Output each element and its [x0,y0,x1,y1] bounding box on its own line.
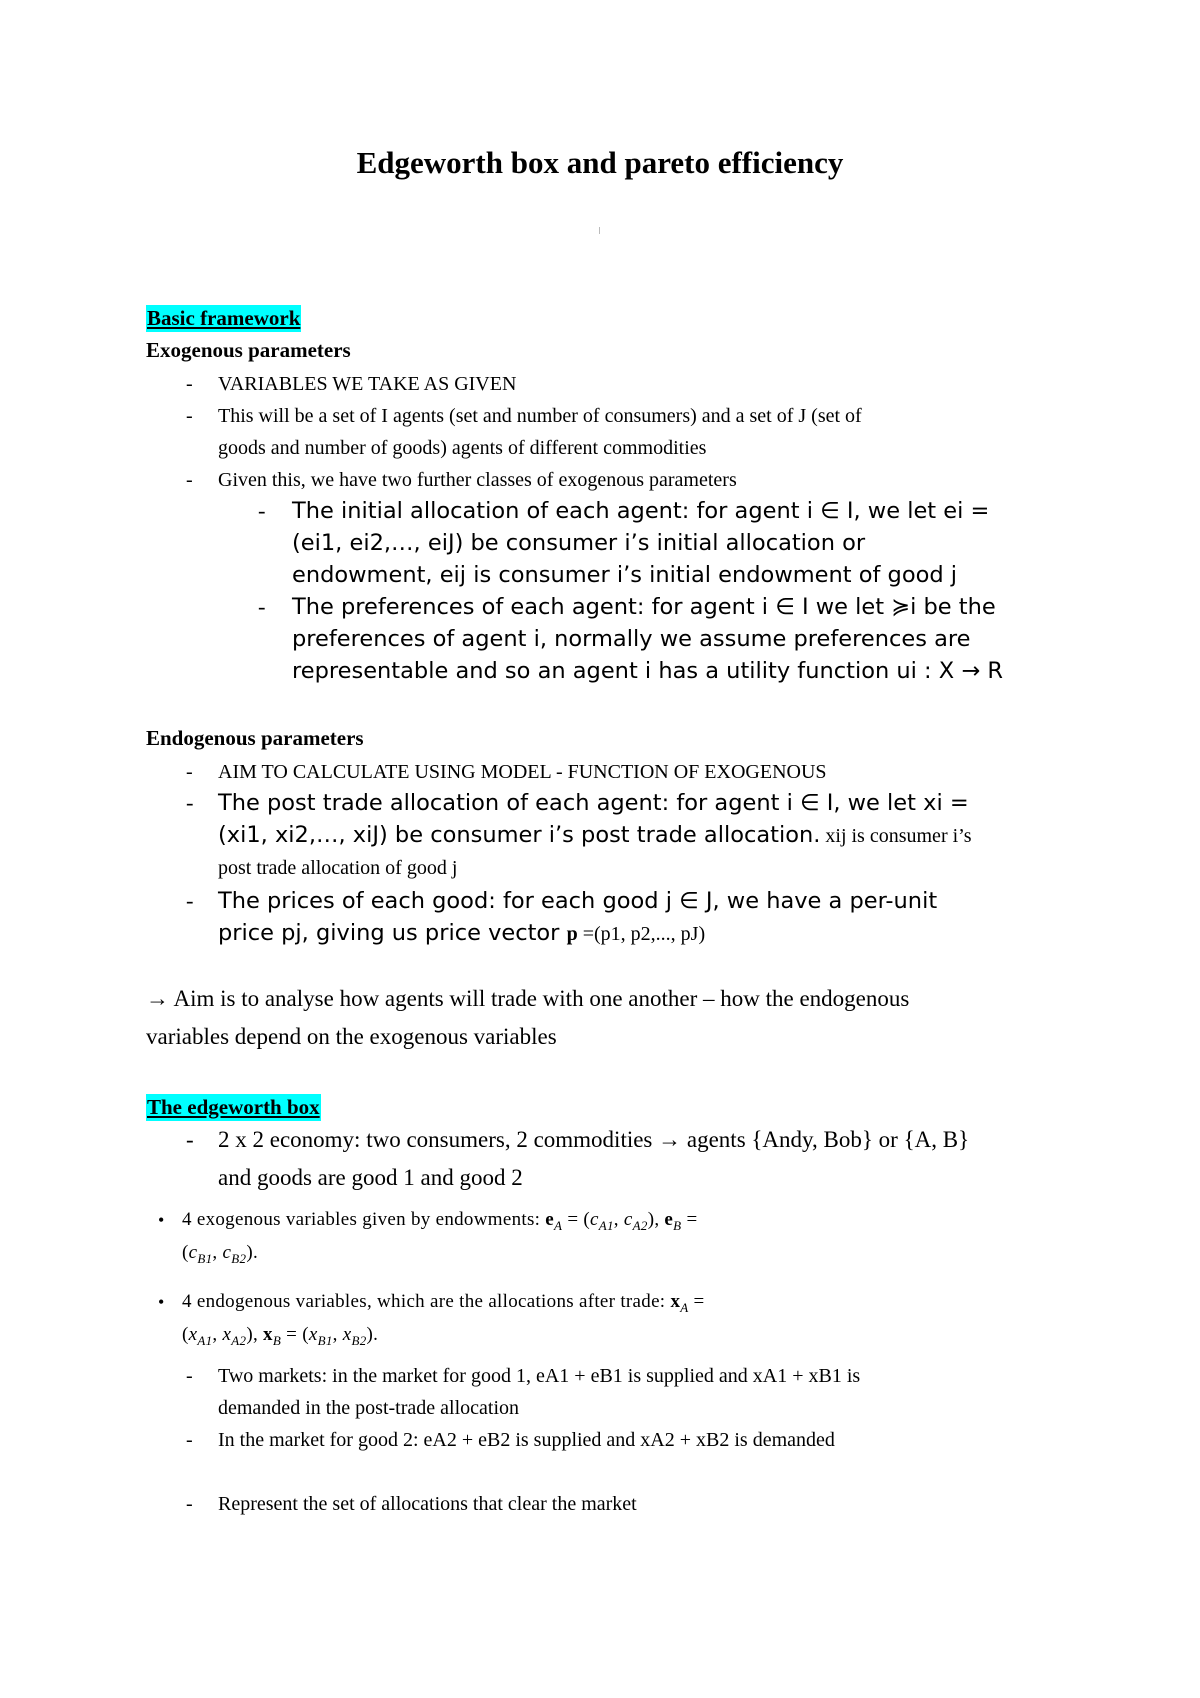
math-subscript: B2 [351,1332,367,1348]
math-symbol: x [308,1324,318,1345]
sub-list-item: The initial allocation of each agent: for agent i ∈ I, we let ei = [292,498,990,524]
list-item-text-small: =(p1, p2,..., pJ) [577,923,706,945]
math-symbol: x [342,1324,352,1345]
list-item-continuation: and goods are good 1 and good 2 [218,1165,523,1190]
math-symbol: c [222,1242,232,1263]
bullet-point: • [158,1292,165,1312]
exogenous-heading: Exogenous parameters [146,338,351,362]
math-text: = [681,1209,698,1230]
math-text: = ( [281,1324,309,1345]
math-text: ), [246,1324,264,1345]
list-item-continuation: demanded in the post-trade allocation [218,1397,520,1419]
bullet-point: • [158,1210,165,1230]
math-symbol: e [664,1209,674,1230]
math-subscript: A1 [598,1217,614,1233]
list-item-text-large: price pj, giving us price vector [218,920,567,946]
section-heading-basic-framework: Basic framework [147,306,301,330]
page-marker [599,227,600,234]
math-subscript: B2 [231,1250,247,1266]
sub-list-item-continuation: representable and so an agent i has a utility function ui : X → R [292,658,1003,684]
list-dash: - [186,790,194,815]
list-item: Given this, we have two further classes of exogenous parameters [218,469,737,491]
list-dash: - [186,405,193,427]
page-title: Edgeworth box and pareto efficiency [356,145,844,180]
list-item-text-small: xij is consumer i’s [820,825,972,847]
list-item: The prices of each good: for each good j ∈ J, we have a per-unit [218,888,938,914]
sub-list-item: The preferences of each agent: for agent i ∈ I we let ≽i be the [292,594,996,620]
math-subscript: A2 [231,1332,247,1348]
math-subscript: A [554,1217,563,1233]
math-text: , [613,1209,624,1230]
list-dash: - [186,1127,194,1152]
list-item: The post trade allocation of each agent: for agent i ∈ I, we let xi = [218,790,969,816]
list-dash: - [186,373,193,395]
math-symbol: c [590,1209,599,1230]
math-symbol: e [545,1209,555,1230]
list-dash: - [186,1493,193,1515]
math-text: 4 exogenous variables given by endowments: [182,1209,546,1230]
section-heading-edgeworth-box: The edgeworth box [147,1095,320,1119]
math-text: ( [182,1324,189,1345]
list-dash: - [186,469,193,491]
list-item: 2 x 2 economy: two consumers, 2 commodities → agents {Andy, Bob} or {A, B} [218,1127,970,1152]
math-subscript: B1 [197,1250,213,1266]
math-subscript: B [673,1217,682,1233]
math-symbol: c [188,1242,198,1263]
sub-list-item-continuation: preferences of agent i, normally we assume preferences are [292,626,971,652]
math-text: ), [647,1209,665,1230]
list-item-continuation [218,819,972,853]
math-symbol: x [263,1324,273,1345]
math-symbol: x [222,1324,232,1345]
list-dash: - [186,888,194,913]
list-item: VARIABLES WE TAKE AS GIVEN [218,373,517,395]
math-symbol: c [623,1209,633,1230]
math-text: 4 endogenous variables, which are the allocations after trade: [182,1291,671,1312]
math-text: ( [182,1242,189,1263]
math-bullet-line [182,1203,697,1242]
math-text: = ( [562,1209,591,1230]
list-dash: - [186,1365,193,1387]
math-bullet-line [182,1236,258,1275]
list-item: In the market for good 2: eA2 + eB2 is supplied and xA2 + xB2 is demanded [218,1429,835,1451]
list-item: AIM TO CALCULATE USING MODEL - FUNCTION OF EXOGENOUS [218,761,827,783]
math-subscript: A2 [632,1217,648,1233]
math-text: ). [366,1324,379,1345]
list-dash: - [258,594,266,619]
math-symbol: x [188,1324,198,1345]
math-text: , [212,1242,223,1263]
list-dash: - [186,1429,193,1451]
list-item-continuation: post trade allocation of good j [218,857,458,879]
math-text: , [332,1324,343,1345]
list-dash: - [258,498,266,523]
list-item: Two markets: in the market for good 1, eA1 + eB1 is supplied and xA1 + xB1 is [218,1365,861,1387]
math-subscript: B1 [317,1332,333,1348]
list-item: Represent the set of allocations that clear the market [218,1493,637,1515]
price-vector-symbol: p [566,923,578,945]
math-text: ). [246,1242,258,1263]
aim-paragraph-line: → Aim is to analyse how agents will trade with one another – how the endogenous [146,986,910,1011]
list-item-continuation: goods and number of goods) agents of different commodities [218,437,707,459]
list-dash: - [186,761,193,783]
math-subscript: A [680,1299,689,1315]
math-text: , [212,1324,223,1345]
aim-paragraph-line: variables depend on the exogenous variables [146,1024,557,1049]
list-item-continuation [218,917,705,951]
math-text: = [688,1291,705,1312]
math-subscript: A1 [197,1332,213,1348]
math-symbol: x [670,1291,681,1312]
sub-list-item-continuation: endowment, eij is consumer i’s initial endowment of good j [292,562,958,588]
endogenous-heading: Endogenous parameters [146,726,364,750]
list-item-text-large: (xi1, xi2,…, xiJ) be consumer i’s post trade allocation. [218,822,821,848]
math-bullet-line [182,1318,378,1357]
math-subscript: B [272,1332,282,1348]
list-item: This will be a set of I agents (set and number of consumers) and a set of J (set of [218,405,862,427]
sub-list-item-continuation: (ei1, ei2,…, eiJ) be consumer i’s initial allocation or [292,530,866,556]
